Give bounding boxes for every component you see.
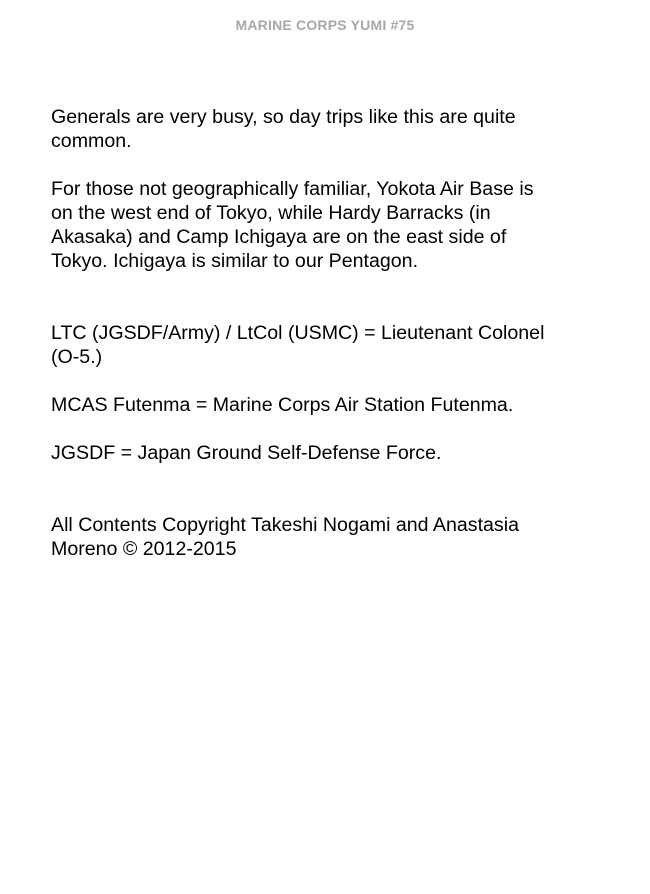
page-title: MARINE CORPS YUMI #75 bbox=[235, 17, 415, 33]
copyright-notice: All Contents Copyright Takeshi Nogami and Anastasia Moreno © 2012-2015 bbox=[51, 514, 519, 560]
note-paragraph-ltc: LTC (JGSDF/Army) / LtCol (USMC) = Lieutenant Colonel (O-5.) bbox=[51, 322, 545, 368]
note-paragraph-geography: For those not geographically familiar, Yokota Air Base is on the west end of Tokyo, while Hardy Barracks (in Akasaka) and Camp Ichigaya are on the east side of Tokyo. Ichigaya is similar to our Pentagon. bbox=[51, 178, 534, 272]
note-paragraph-day-trips: Generals are very busy, so day trips like this are quite common. bbox=[51, 106, 516, 152]
note-paragraph-mcas: MCAS Futenma = Marine Corps Air Station Futenma. bbox=[51, 394, 514, 416]
note-paragraph-jgsdf: JGSDF = Japan Ground Self-Defense Force. bbox=[51, 442, 442, 464]
notes-body bbox=[51, 105, 611, 561]
